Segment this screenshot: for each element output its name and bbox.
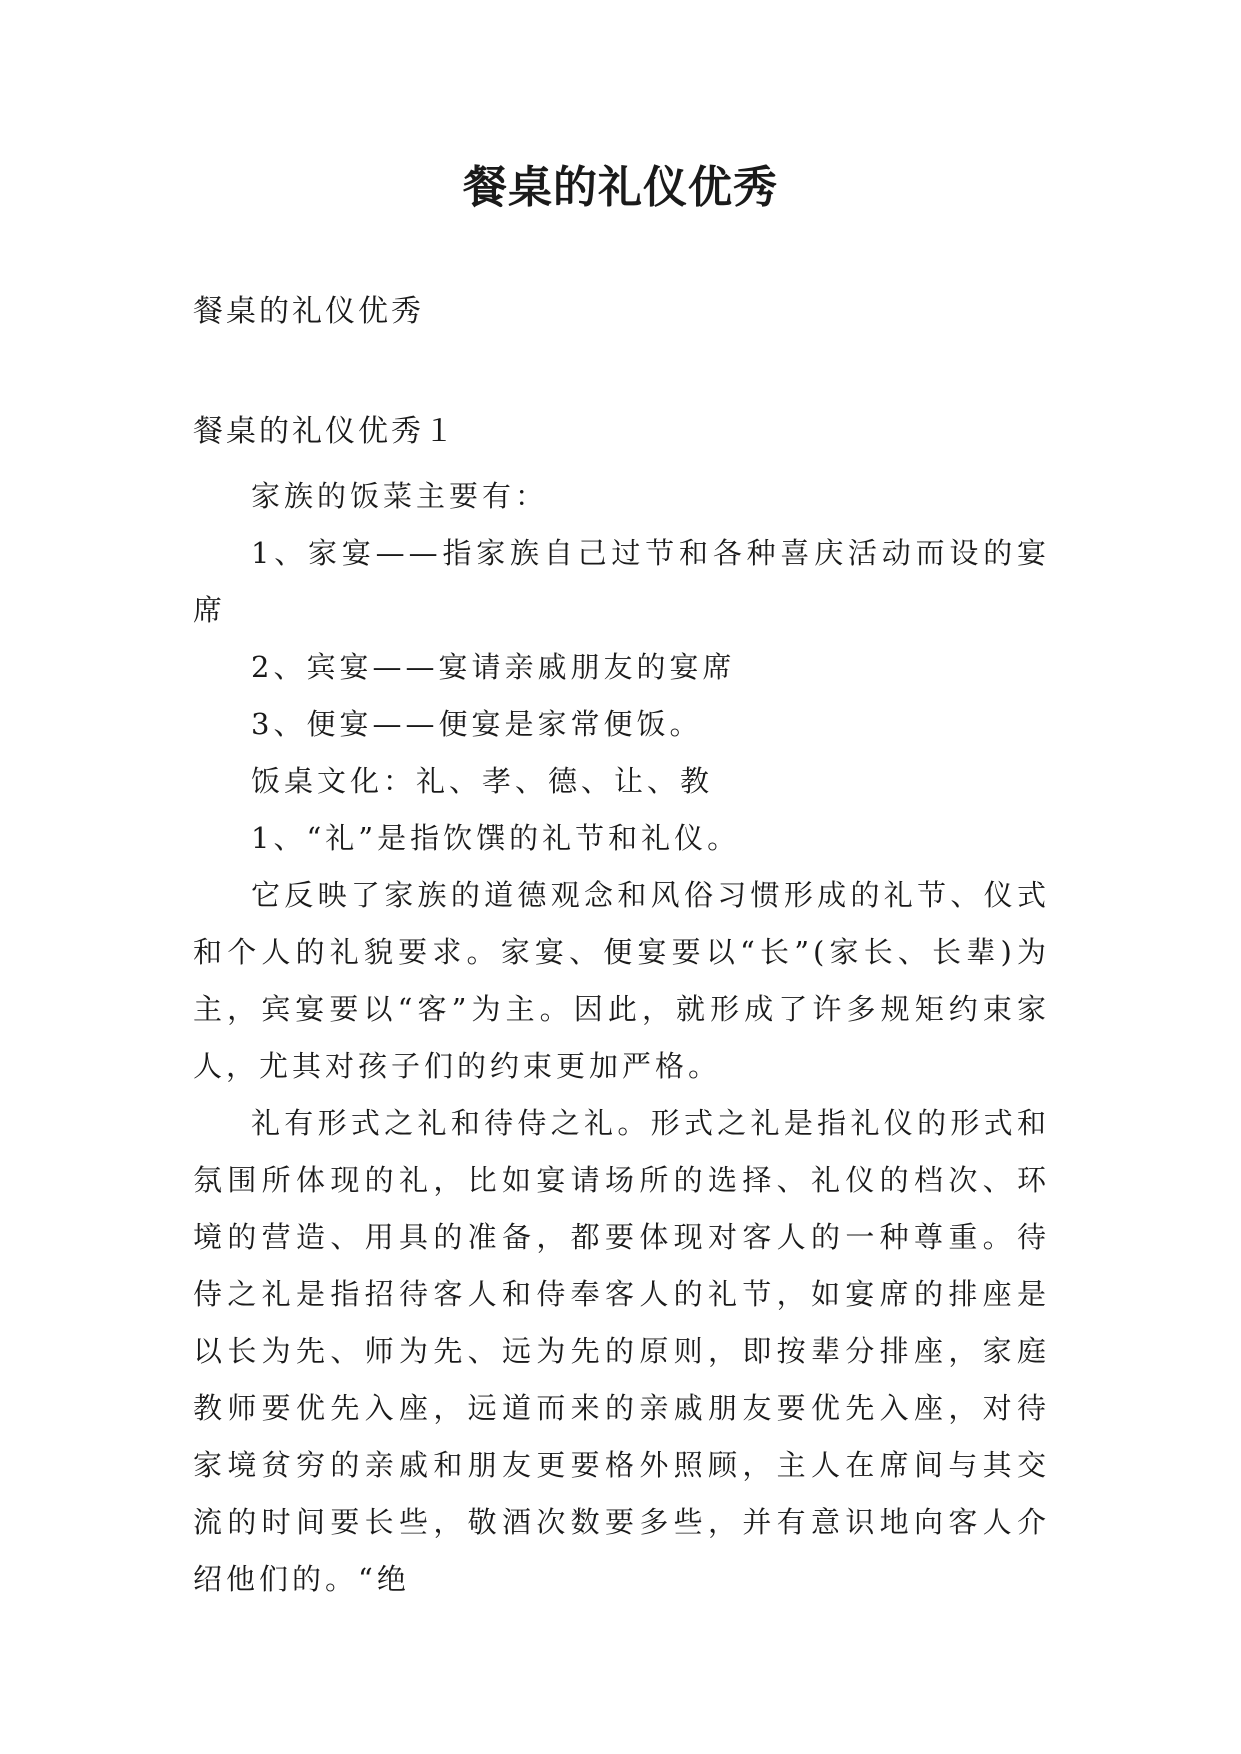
- paragraph: 家族的饭菜主要有：: [251, 479, 549, 513]
- paragraph: 礼有形式之礼和待侍之礼。形式之礼是指礼仪的形式和氛围所体现的礼，比如宴请场所的选择、礼仪的档次、环境的营造、用具的准备，都要体现对客人的一种尊重。待侍之礼是指招待客人和侍奉客人的礼节，如宴席的排座是以长为先、师为先、远为先的原则，即按辈分排座，家庭教师要优先入座，远道而来的亲戚朋友要优先入座，对待家境贫穷的亲戚和朋友更要格外照顾，主人在席间与其交流的时间要长些，敬酒次数要多些，并有意识地向客人介绍他们的。“绝: [193, 1106, 1050, 1596]
- paragraph: 饭桌文化：礼、孝、德、让、教: [251, 764, 714, 798]
- document-title: 餐桌的礼仪优秀: [463, 162, 778, 213]
- body-text: [193, 468, 1050, 1608]
- paragraph: 2、宾宴——宴请亲戚朋友的宴席: [251, 650, 736, 684]
- paragraph: 1、“礼”是指饮馔的礼节和礼仪。: [251, 821, 741, 855]
- paragraph: 1、家宴——指家族自己过节和各种喜庆活动而设的宴席: [193, 536, 1050, 627]
- section-heading: 餐桌的礼仪优秀１: [193, 414, 457, 449]
- paragraph: 3、便宴——便宴是家常便饭。: [251, 707, 703, 741]
- document-subtitle: 餐桌的礼仪优秀: [193, 294, 424, 329]
- paragraph: 它反映了家族的道德观念和风俗习惯形成的礼节、仪式和个人的礼貌要求。家宴、便宴要以“长”(家长、长辈)为主，宾宴要以“客”为主。因此，就形成了许多规矩约束家人，尤其对孩子们的约束更加严格。: [193, 878, 1050, 1083]
